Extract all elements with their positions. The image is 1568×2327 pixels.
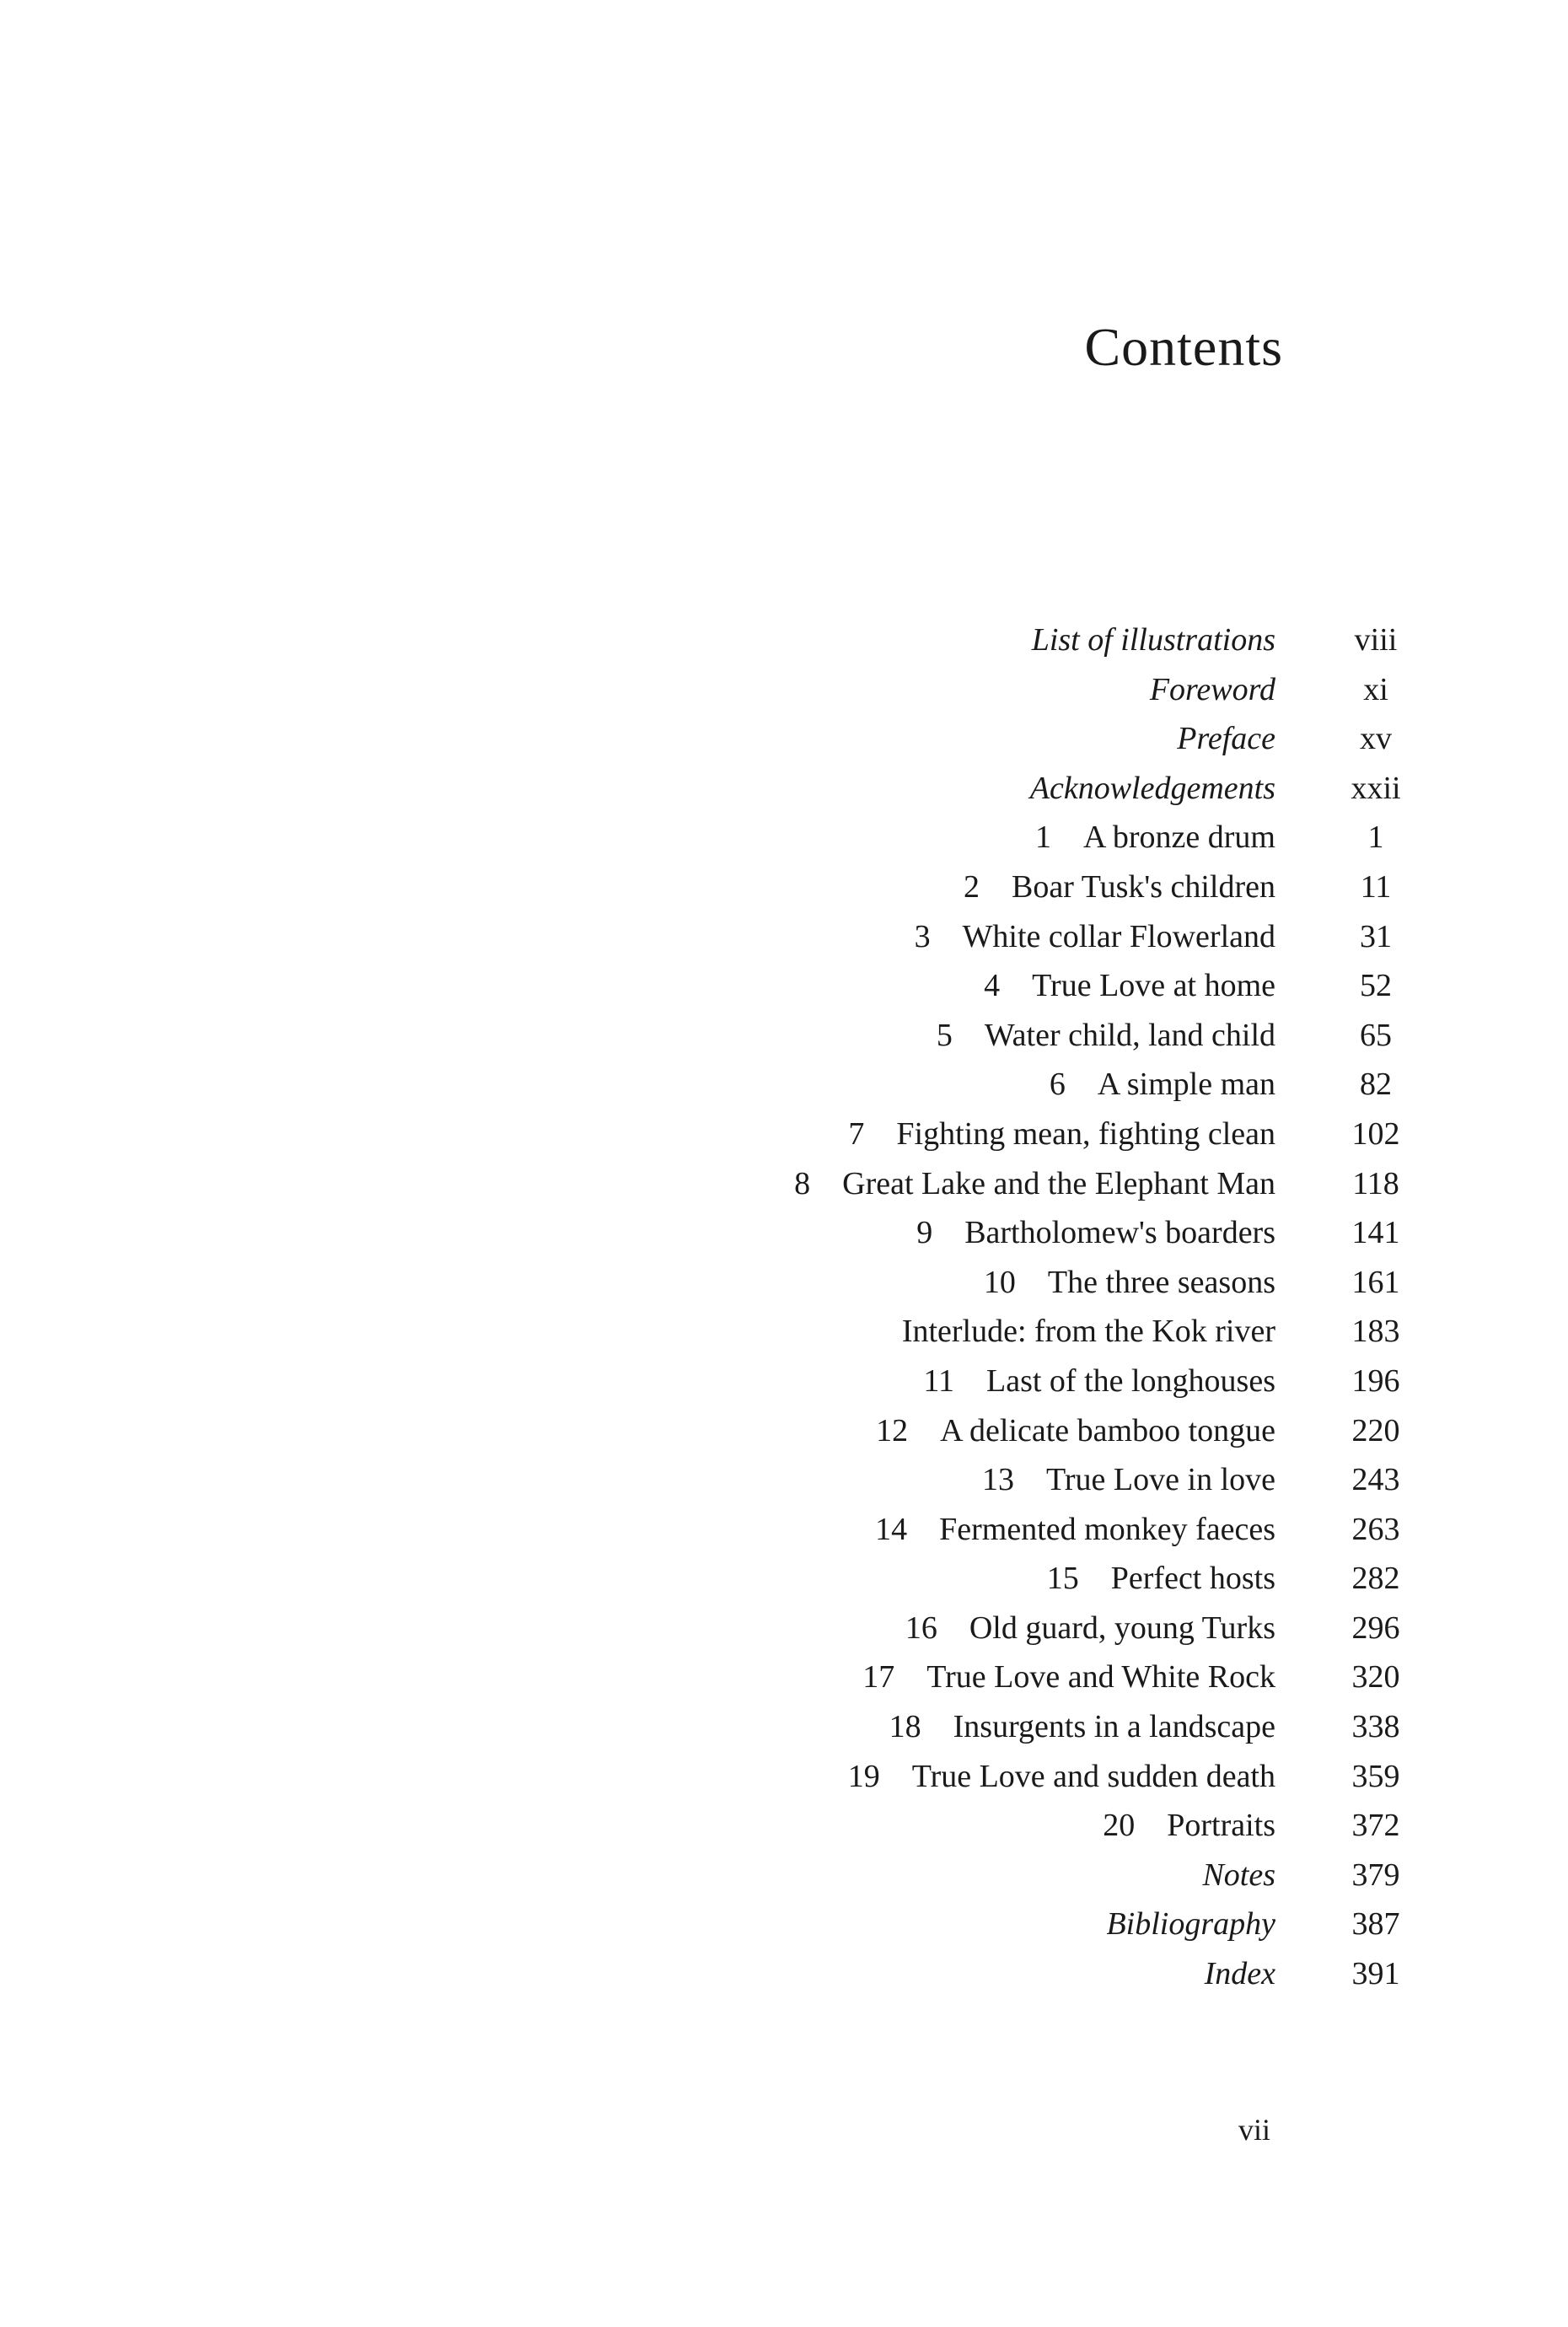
page-reference: 196 bbox=[1351, 1362, 1400, 1399]
chapter-title: Last of the longhouses bbox=[985, 1362, 1275, 1399]
toc-entry-label bbox=[1202, 1851, 1275, 1900]
toc-entry bbox=[0, 1851, 1568, 1900]
toc-entry bbox=[0, 1406, 1568, 1456]
toc-entry bbox=[0, 1505, 1568, 1555]
page-reference: 118 bbox=[1352, 1165, 1399, 1201]
toc-entry-label bbox=[1106, 1900, 1275, 1949]
chapter-number: 3 bbox=[914, 918, 931, 954]
toc-entry bbox=[0, 1752, 1568, 1802]
chapter-number: 15 bbox=[1046, 1561, 1079, 1597]
page-reference: xi bbox=[1363, 671, 1388, 707]
toc-entry-label bbox=[984, 1258, 1275, 1308]
page-reference: 243 bbox=[1351, 1462, 1400, 1498]
chapter-title: Boar Tusk's children bbox=[1012, 868, 1275, 905]
chapter-number: 7 bbox=[848, 1115, 865, 1152]
toc-entry-label bbox=[1150, 665, 1275, 715]
toc-entry bbox=[0, 665, 1568, 715]
toc-entry bbox=[0, 764, 1568, 814]
page-reference: 82 bbox=[1360, 1067, 1392, 1103]
toc-entry-label bbox=[1177, 714, 1275, 764]
toc-entry-label bbox=[1035, 813, 1275, 863]
page-reference: 161 bbox=[1351, 1264, 1400, 1300]
chapter-number: 8 bbox=[794, 1165, 811, 1201]
toc-entry-label bbox=[1047, 1554, 1275, 1604]
page-reference: 183 bbox=[1351, 1314, 1400, 1350]
toc-entry-label bbox=[964, 863, 1275, 912]
toc-entry bbox=[0, 1110, 1568, 1159]
page-reference: 31 bbox=[1360, 918, 1392, 954]
chapter-title: Portraits bbox=[1167, 1808, 1275, 1844]
toc-entry bbox=[0, 1307, 1568, 1357]
chapter-number: 18 bbox=[889, 1709, 921, 1745]
chapter-title: A delicate bamboo tongue bbox=[940, 1412, 1275, 1448]
toc-entry bbox=[0, 1702, 1568, 1752]
chapter-number: 10 bbox=[983, 1264, 1016, 1300]
page-reference: 379 bbox=[1351, 1857, 1400, 1893]
chapter-title: Insurgents in a landscape bbox=[953, 1709, 1275, 1745]
toc-entry bbox=[0, 714, 1568, 764]
toc-entry-label bbox=[916, 1208, 1275, 1258]
toc-entry bbox=[0, 1801, 1568, 1851]
toc-entry-label bbox=[915, 912, 1275, 962]
toc-entry bbox=[0, 912, 1568, 962]
toc-entry-label bbox=[1030, 764, 1275, 814]
toc-entry bbox=[0, 1604, 1568, 1653]
toc-entry bbox=[0, 1455, 1568, 1505]
toc-entry bbox=[0, 1949, 1568, 1999]
page-title: Contents bbox=[1084, 317, 1283, 377]
page-reference: 372 bbox=[1351, 1808, 1400, 1844]
toc-entry-label bbox=[937, 1011, 1275, 1061]
page-reference: xxii bbox=[1351, 770, 1401, 806]
toc-entry-label bbox=[876, 1406, 1275, 1456]
chapter-title: Preface bbox=[1177, 721, 1275, 757]
page-reference: 320 bbox=[1351, 1659, 1400, 1696]
table-of-contents bbox=[0, 615, 1568, 1999]
toc-entry-label bbox=[794, 1159, 1275, 1209]
chapter-number: 5 bbox=[936, 1017, 953, 1053]
chapter-number: 4 bbox=[984, 968, 1001, 1004]
page-reference: 220 bbox=[1351, 1412, 1400, 1448]
chapter-number: 14 bbox=[875, 1511, 908, 1547]
toc-entry bbox=[0, 1011, 1568, 1061]
page-reference: 387 bbox=[1351, 1906, 1400, 1943]
chapter-number: 13 bbox=[982, 1462, 1015, 1498]
toc-entry-label bbox=[923, 1357, 1275, 1406]
toc-entry bbox=[0, 1208, 1568, 1258]
chapter-number: 9 bbox=[916, 1215, 933, 1251]
chapter-title: A simple man bbox=[1097, 1067, 1275, 1103]
chapter-title: Bibliography bbox=[1106, 1906, 1275, 1943]
chapter-number: 2 bbox=[964, 868, 980, 905]
toc-entry bbox=[0, 1159, 1568, 1209]
page-reference: 52 bbox=[1360, 968, 1392, 1004]
chapter-number: 1 bbox=[1035, 820, 1052, 856]
toc-entry-label bbox=[984, 961, 1275, 1011]
chapter-title: True Love in love bbox=[1046, 1462, 1275, 1498]
toc-entry-label bbox=[982, 1455, 1275, 1505]
page-reference: 102 bbox=[1351, 1115, 1400, 1152]
toc-entry-label bbox=[848, 1752, 1275, 1802]
page-reference: 141 bbox=[1351, 1215, 1400, 1251]
page-reference: 282 bbox=[1351, 1561, 1400, 1597]
chapter-title: Notes bbox=[1202, 1857, 1275, 1893]
toc-entry-label bbox=[889, 1702, 1275, 1752]
page-reference: 338 bbox=[1351, 1709, 1400, 1745]
chapter-title: List of illustrations bbox=[1031, 622, 1275, 658]
chapter-title: Index bbox=[1204, 1956, 1275, 1992]
page-reference: 391 bbox=[1351, 1956, 1400, 1992]
toc-entry bbox=[0, 1258, 1568, 1308]
chapter-title: Interlude: from the Kok river bbox=[901, 1314, 1275, 1350]
toc-entry bbox=[0, 813, 1568, 863]
chapter-title: Fighting mean, fighting clean bbox=[896, 1115, 1275, 1152]
toc-entry-label bbox=[905, 1604, 1275, 1653]
toc-entry-label bbox=[875, 1505, 1275, 1555]
chapter-title: A bronze drum bbox=[1083, 820, 1275, 856]
toc-entry-label bbox=[1103, 1801, 1275, 1851]
chapter-number: 12 bbox=[876, 1412, 909, 1448]
page-reference: 1 bbox=[1367, 820, 1384, 856]
toc-entry-label bbox=[1050, 1060, 1275, 1110]
chapter-title: Acknowledgements bbox=[1029, 770, 1275, 806]
toc-entry bbox=[0, 1554, 1568, 1604]
toc-entry bbox=[0, 863, 1568, 912]
chapter-title: The three seasons bbox=[1047, 1264, 1275, 1300]
page-reference: 65 bbox=[1360, 1017, 1392, 1053]
page-number: vii bbox=[1238, 2113, 1270, 2147]
toc-entry-label bbox=[1205, 1949, 1275, 1999]
chapter-title: True Love at home bbox=[1032, 968, 1275, 1004]
chapter-title: Old guard, young Turks bbox=[969, 1610, 1275, 1646]
chapter-number: 16 bbox=[905, 1610, 937, 1646]
page-reference: 11 bbox=[1360, 868, 1392, 905]
chapter-title: Water child, land child bbox=[984, 1017, 1275, 1053]
toc-entry-label bbox=[862, 1653, 1275, 1702]
toc-entry-label bbox=[1032, 615, 1275, 665]
chapter-title: True Love and sudden death bbox=[911, 1758, 1275, 1794]
chapter-number: 20 bbox=[1103, 1808, 1136, 1844]
page-reference: 296 bbox=[1351, 1610, 1400, 1646]
page-reference: 263 bbox=[1351, 1511, 1400, 1547]
chapter-number: 19 bbox=[847, 1758, 880, 1794]
chapter-number: 6 bbox=[1049, 1067, 1066, 1103]
page-reference: xv bbox=[1360, 721, 1392, 757]
chapter-number: 11 bbox=[923, 1362, 954, 1399]
chapter-title: True Love and White Rock bbox=[926, 1659, 1275, 1696]
toc-entry bbox=[0, 615, 1568, 665]
toc-entry-label bbox=[848, 1110, 1275, 1159]
chapter-number: 17 bbox=[862, 1659, 895, 1696]
page-reference: viii bbox=[1354, 622, 1398, 658]
chapter-title: Fermented monkey faeces bbox=[939, 1511, 1275, 1547]
toc-entry bbox=[0, 1060, 1568, 1110]
chapter-title: Great Lake and the Elephant Man bbox=[842, 1165, 1275, 1201]
toc-entry-label bbox=[902, 1307, 1275, 1357]
chapter-title: Bartholomew's boarders bbox=[964, 1215, 1275, 1251]
toc-entry bbox=[0, 1900, 1568, 1949]
chapter-title: Foreword bbox=[1149, 671, 1275, 707]
toc-entry bbox=[0, 1357, 1568, 1406]
toc-entry bbox=[0, 1653, 1568, 1702]
toc-entry bbox=[0, 961, 1568, 1011]
chapter-title: Perfect hosts bbox=[1110, 1561, 1275, 1597]
chapter-title: White collar Flowerland bbox=[962, 918, 1275, 954]
page-reference: 359 bbox=[1351, 1758, 1400, 1794]
